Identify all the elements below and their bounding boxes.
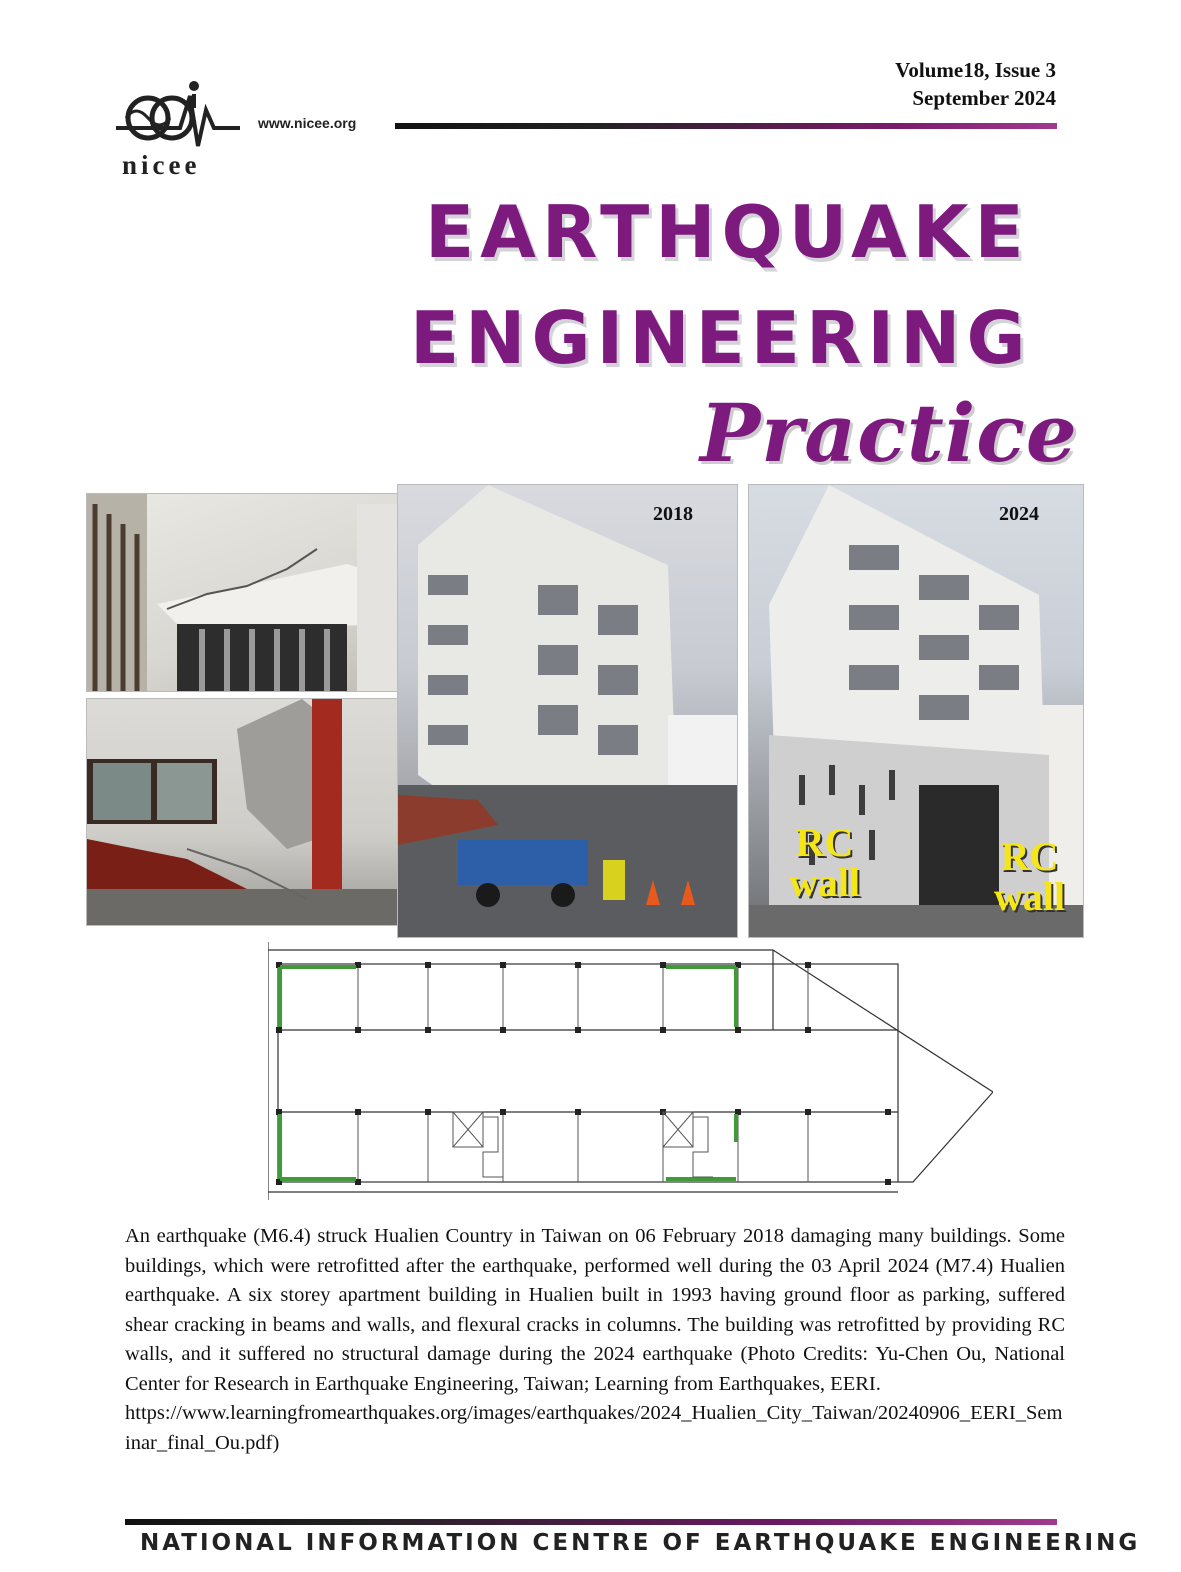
rc-wall-label-right: RC wall [994,834,1066,919]
issue-date: September 2024 [912,86,1056,110]
masthead-earthquake: EARTHQUAKE [425,190,1030,274]
photo-building-2024 [748,484,1084,938]
issue-info [895,56,1056,112]
logo-wordmark: nicee [122,150,201,180]
masthead [410,190,1078,480]
year-label-2024: 2024 [999,503,1039,525]
footer-title: NATIONAL INFORMATION CENTRE OF EARTHQUAKE ENGINEERING [140,1530,1141,1556]
photo-building-2018 [397,484,738,938]
floor-plan-drawing [268,942,993,1200]
volume-issue: Volume18, Issue 3 [895,58,1056,82]
caption-text: An earthquake (M6.4) struck Hualien Country in Taiwan on 06 February 2018 damaging many buildings. Some buildings, which were retrofitted after the earthquake, performed well during the 03 April 2024 (M7.4) Hualien earthquake. A six storey apartment building in Hualien built in 1993 having ground floor as parking, suffered shear cracking in beams and walls, and flexural cracks in columns. The building was retrofitted by providing RC walls, and it suffered no structural damage during the 2024 earthquake (Photo Credits: Yu-Chen Ou, National Center for Research in Earthquake Engineering, Taiwan; Learning from Earthquakes, EERI. [125,1225,1065,1395]
year-label-2018: 2018 [653,503,693,525]
website-link[interactable]: www.nicee.org [258,115,357,131]
rc-wall-label-left: RC wall [789,820,861,905]
masthead-engineering: ENGINEERING [410,296,1032,380]
caption-paragraph [125,1222,1065,1458]
masthead-practice: Practice [700,386,1078,480]
source-url[interactable]: https://www.learningfromearthquakes.org/images/earthquakes/2024_Hualien_City_Taiwan/20240906_EERI_Seminar_final_Ou.pdf) [125,1402,1063,1454]
photo-stairwell-crack [86,493,415,692]
footer-rule [125,1519,1057,1525]
photo-wall-damage [86,698,417,926]
header-rule [395,123,1057,129]
